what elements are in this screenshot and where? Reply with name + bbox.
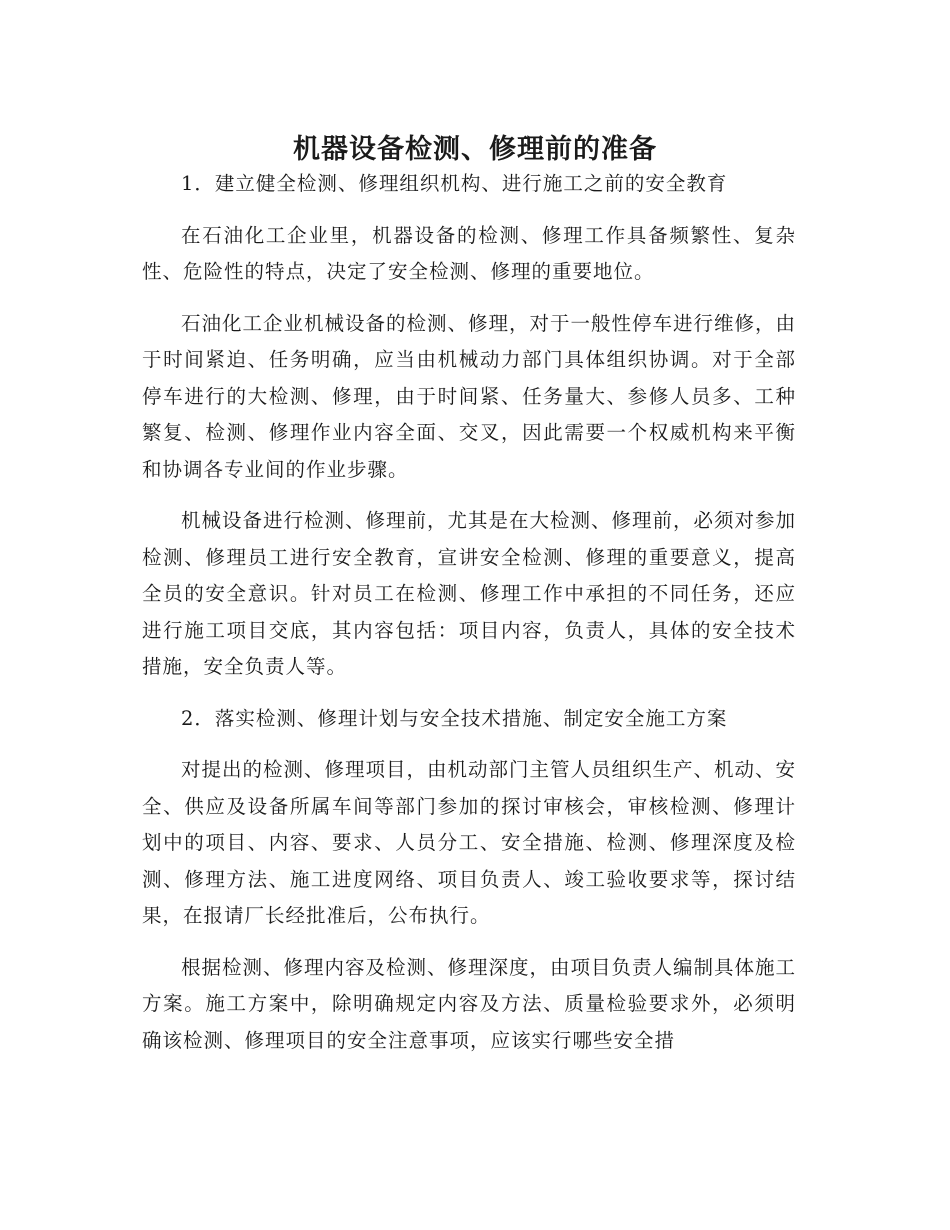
section-heading-2: 2．落实检测、修理计划与安全技术措施、制定安全施工方案 bbox=[181, 706, 728, 730]
paragraph: 对提出的检测、修理项目，由机动部门主管人员组织生产、机动、安全、供应及设备所属车间等部门参加的探讨审核会，审核检测、修理计划中的项目、内容、要求、人员分工、安全措施、检测、修理深度及检测、修理方法、施工进度网络、项目负责人、竣工验收要求等，探讨结果，在报请厂长经批准后，公布执行。 bbox=[142, 758, 797, 927]
paragraph: 石油化工企业机械设备的检测、修理，对于一般性停车进行维修，由于时间紧迫、任务明确，应当由机械动力部门具体组织协调。对于全部停车进行的大检测、修理，由于时间紧、任务量大、参修人员多、工种繁复、检测、修理作业内容全面、交叉，因此需要一个权威机构来平衡和协调各专业间的作业步骤。 bbox=[142, 311, 797, 481]
paragraph: 根据检测、修理内容及检测、修理深度，由项目负责人编制具体施工方案。施工方案中，除明确规定内容及方法、质量检验要求外，必须明确该检测、修理项目的安全注意事项，应该实行哪些安全措 bbox=[142, 955, 797, 1052]
section-heading-1: 1．建立健全检测、修理组织机构、进行施工之前的安全教育 bbox=[181, 172, 728, 195]
paragraph: 机械设备进行检测、修理前，尤其是在大检测、修理前，必须对参加检测、修理员工进行安全教育，宣讲安全检测、修理的重要意义，提高全员的安全意识。针对员工在检测、修理工作中承担的不同任务，还应进行施工项目交底，其内容包括：项目内容，负责人，具体的安全技术措施，安全负责人等。 bbox=[142, 509, 797, 678]
paragraph: 在石油化工企业里，机器设备的检测、修理工作具备频繁性、复杂性、危险性的特点，决定了安全检测、修理的重要地位。 bbox=[142, 223, 796, 283]
document-body bbox=[142, 166, 796, 1074]
document-title: 机器设备检测、修理前的准备 bbox=[293, 134, 657, 166]
